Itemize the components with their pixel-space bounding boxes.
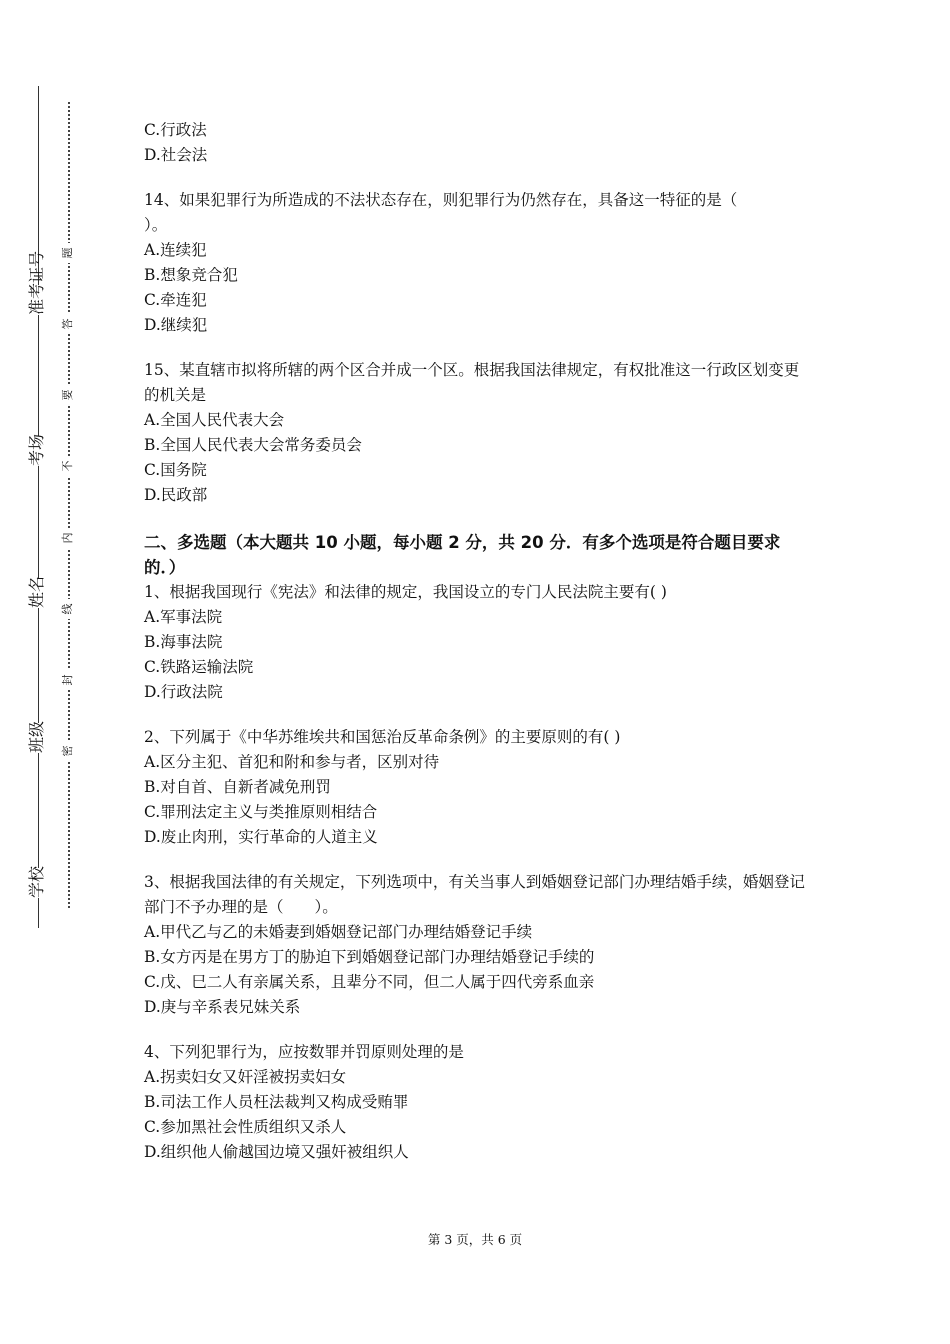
class-field-label: 班级 [22, 723, 52, 753]
question-stem-cont: ）。 [144, 216, 168, 234]
question-stem: 14、如果犯罪行为所造成的不法状态存在，则犯罪行为仍然存在，具备这一特征的是（ [144, 191, 738, 209]
question-15 [144, 358, 812, 508]
seal-char-xian: 线 [58, 599, 78, 619]
option-d: D.行政法院 [144, 683, 223, 701]
question-14 [144, 188, 812, 338]
seal-char-bu: 不 [58, 456, 78, 476]
option-a: A.拐卖妇女又奸淫被拐卖妇女 [144, 1068, 347, 1086]
multi-question-4 [144, 1040, 812, 1165]
question-13-tail [144, 118, 812, 168]
option-a: A.连续犯 [144, 241, 207, 259]
option-a: A.全国人民代表大会 [144, 411, 285, 429]
option-d: D.社会法 [144, 146, 208, 164]
option-b: B.司法工作人员枉法裁判又构成受贿罪 [144, 1093, 409, 1111]
option-a: A.甲代乙与乙的未婚妻到婚姻登记部门办理结婚登记手续 [144, 923, 533, 941]
binding-margin [0, 0, 110, 1344]
option-d: D.组织他人偷越国边境又强奸被组织人 [144, 1143, 409, 1161]
multi-question-1 [144, 580, 812, 705]
option-b: B.海事法院 [144, 633, 223, 651]
option-c: C.罪刑法定主义与类推原则相结合 [144, 803, 378, 821]
seal-char-da: 答 [58, 314, 78, 334]
option-d: D.废止肉刑，实行革命的人道主义 [144, 828, 378, 846]
option-b: B.对自首、自新者减免刑罚 [144, 778, 331, 796]
option-a: A.区分主犯、首犯和附和参与者，区别对待 [144, 753, 440, 771]
exam-number-field-label: 准考证号 [22, 285, 52, 315]
option-c: C.国务院 [144, 461, 207, 479]
option-c: C.戊、巳二人有亲属关系，且辈分不同，但二人属于四代旁系血亲 [144, 973, 595, 991]
binding-solid-line [38, 86, 39, 928]
exam-room-field-label: 考场 [22, 436, 52, 466]
option-a: A.军事法院 [144, 608, 223, 626]
exam-content [144, 118, 812, 1165]
name-field-label: 姓名 [22, 578, 52, 608]
binding-dotted-line [68, 102, 70, 908]
option-d: D.民政部 [144, 486, 208, 504]
option-c: C.铁路运输法院 [144, 658, 254, 676]
option-c: C.牵连犯 [144, 291, 207, 309]
option-b: B.想象竞合犯 [144, 266, 238, 284]
question-stem: 2、下列属于《中华苏维埃共和国惩治反革命条例》的主要原则的有( ) [144, 728, 621, 746]
option-d: D.庚与辛系表兄妹关系 [144, 998, 301, 1016]
seal-char-feng: 封 [58, 670, 78, 690]
question-stem: 1、根据我国现行《宪法》和法律的规定，我国设立的专门人民法院主要有( ) [144, 583, 667, 601]
question-stem: 4、下列犯罪行为，应按数罪并罚原则处理的是 [144, 1043, 464, 1061]
option-c: C.参加黑社会性质组织又杀人 [144, 1118, 347, 1136]
multi-question-2 [144, 725, 812, 850]
option-b: B.女方丙是在男方丁的胁迫下到婚姻登记部门办理结婚登记手续的 [144, 948, 595, 966]
school-field-label: 学校 [22, 868, 52, 898]
question-stem: 15、某直辖市拟将所辖的两个区合并成一个区。根据我国法律规定，有权批准这一行政区划变更的机关是 [144, 361, 800, 404]
multi-question-3 [144, 870, 812, 1020]
section-heading-multiple-choice: 二、多选题（本大题共 10 小题，每小题 2 分，共 20 分．有多个选项是符合题目要求的．） [144, 533, 781, 577]
question-stem: 3、根据我国法律的有关规定，下列选项中，有关当事人到婚姻登记部门办理结婚手续，婚姻登记部门不予办理的是（ ）。 [144, 873, 805, 916]
option-b: B.全国人民代表大会常务委员会 [144, 436, 362, 454]
seal-char-ti: 题 [58, 243, 78, 263]
option-d: D.继续犯 [144, 316, 208, 334]
option-c: C.行政法 [144, 121, 207, 139]
seal-char-yao: 要 [58, 385, 78, 405]
seal-char-mi: 密 [58, 741, 78, 761]
seal-char-nei: 内 [58, 528, 78, 548]
page-number: 第 3 页，共 6 页 [427, 1232, 523, 1247]
